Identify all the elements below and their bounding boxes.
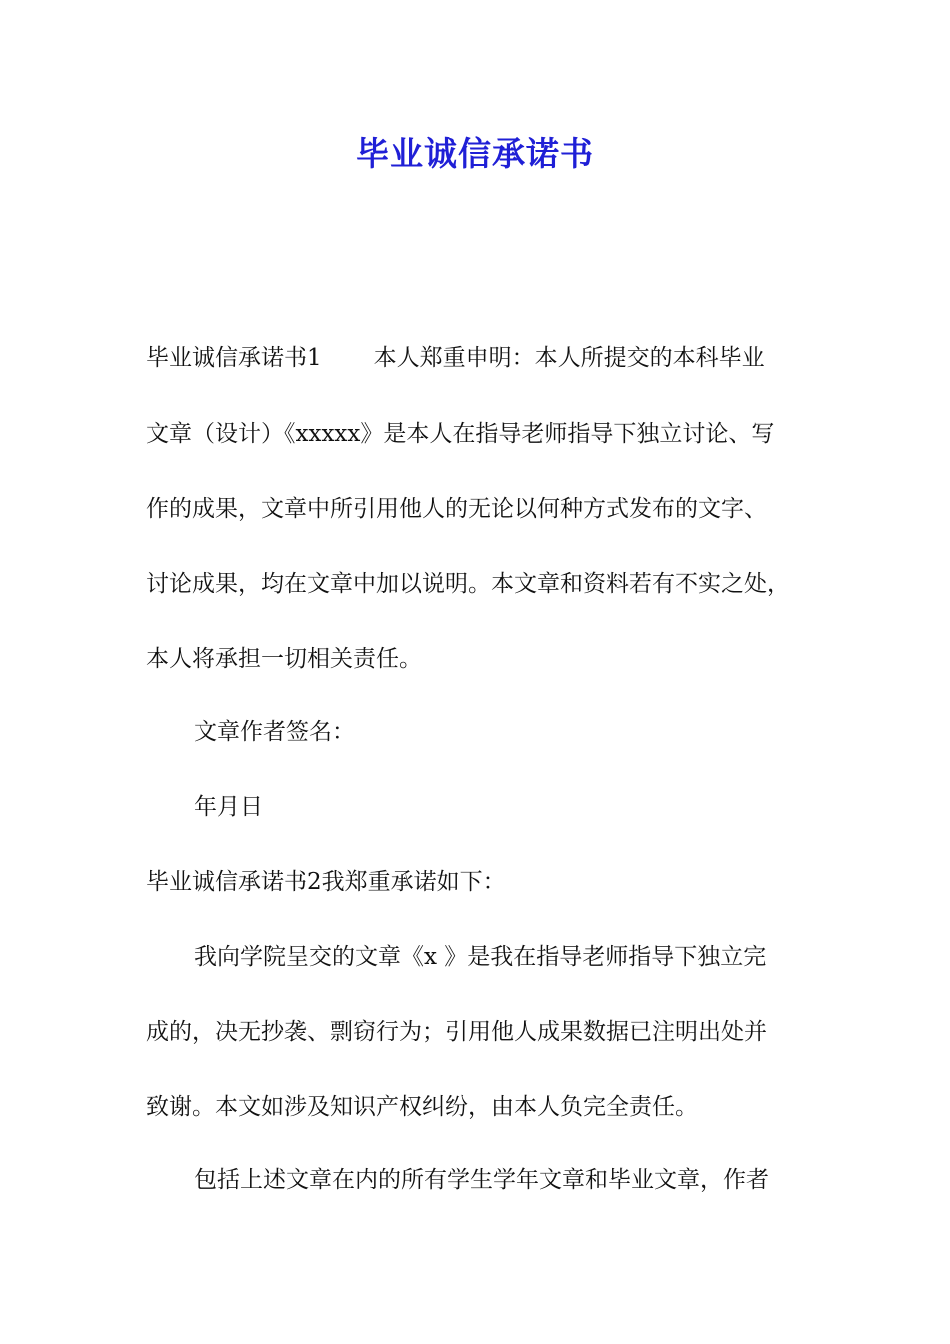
paragraph-line: 成的，决无抄袭、剽窃行为；引用他人成果数据已注明出处并 xyxy=(146,1019,767,1045)
paragraph-line: 我向学院呈交的文章《x 》是我在指导老师指导下独立完 xyxy=(194,944,767,970)
paragraph-line: 文章（设计）《xxxxx》是本人在指导老师指导下独立讨论、写 xyxy=(146,421,775,447)
date-label: 年月日 xyxy=(194,794,263,820)
paragraph-line: 致谢。本文如涉及知识产权纠纷，由本人负完全责任。 xyxy=(146,1094,698,1120)
paragraph-line: 作的成果，文章中所引用他人的无论以何种方式发布的文字、 xyxy=(146,496,767,522)
paragraph-line: 包括上述文章在内的所有学生学年文章和毕业文章，作者 xyxy=(194,1167,769,1193)
document-title: 毕业诚信承诺书 xyxy=(356,134,594,173)
line-text: 本人郑重申明：本人所提交的本科毕业 xyxy=(373,345,765,371)
paragraph-line xyxy=(146,343,765,373)
paragraph-line: 讨论成果，均在文章中加以说明。本文章和资料若有不实之处， xyxy=(146,571,790,597)
paragraph-line: 本人将承担一切相关责任。 xyxy=(146,646,422,672)
section-heading-line: 毕业诚信承诺书2我郑重承诺如下： xyxy=(146,869,506,895)
signature-label: 文章作者签名： xyxy=(194,719,355,745)
section-heading: 毕业诚信承诺书1 xyxy=(146,345,322,371)
